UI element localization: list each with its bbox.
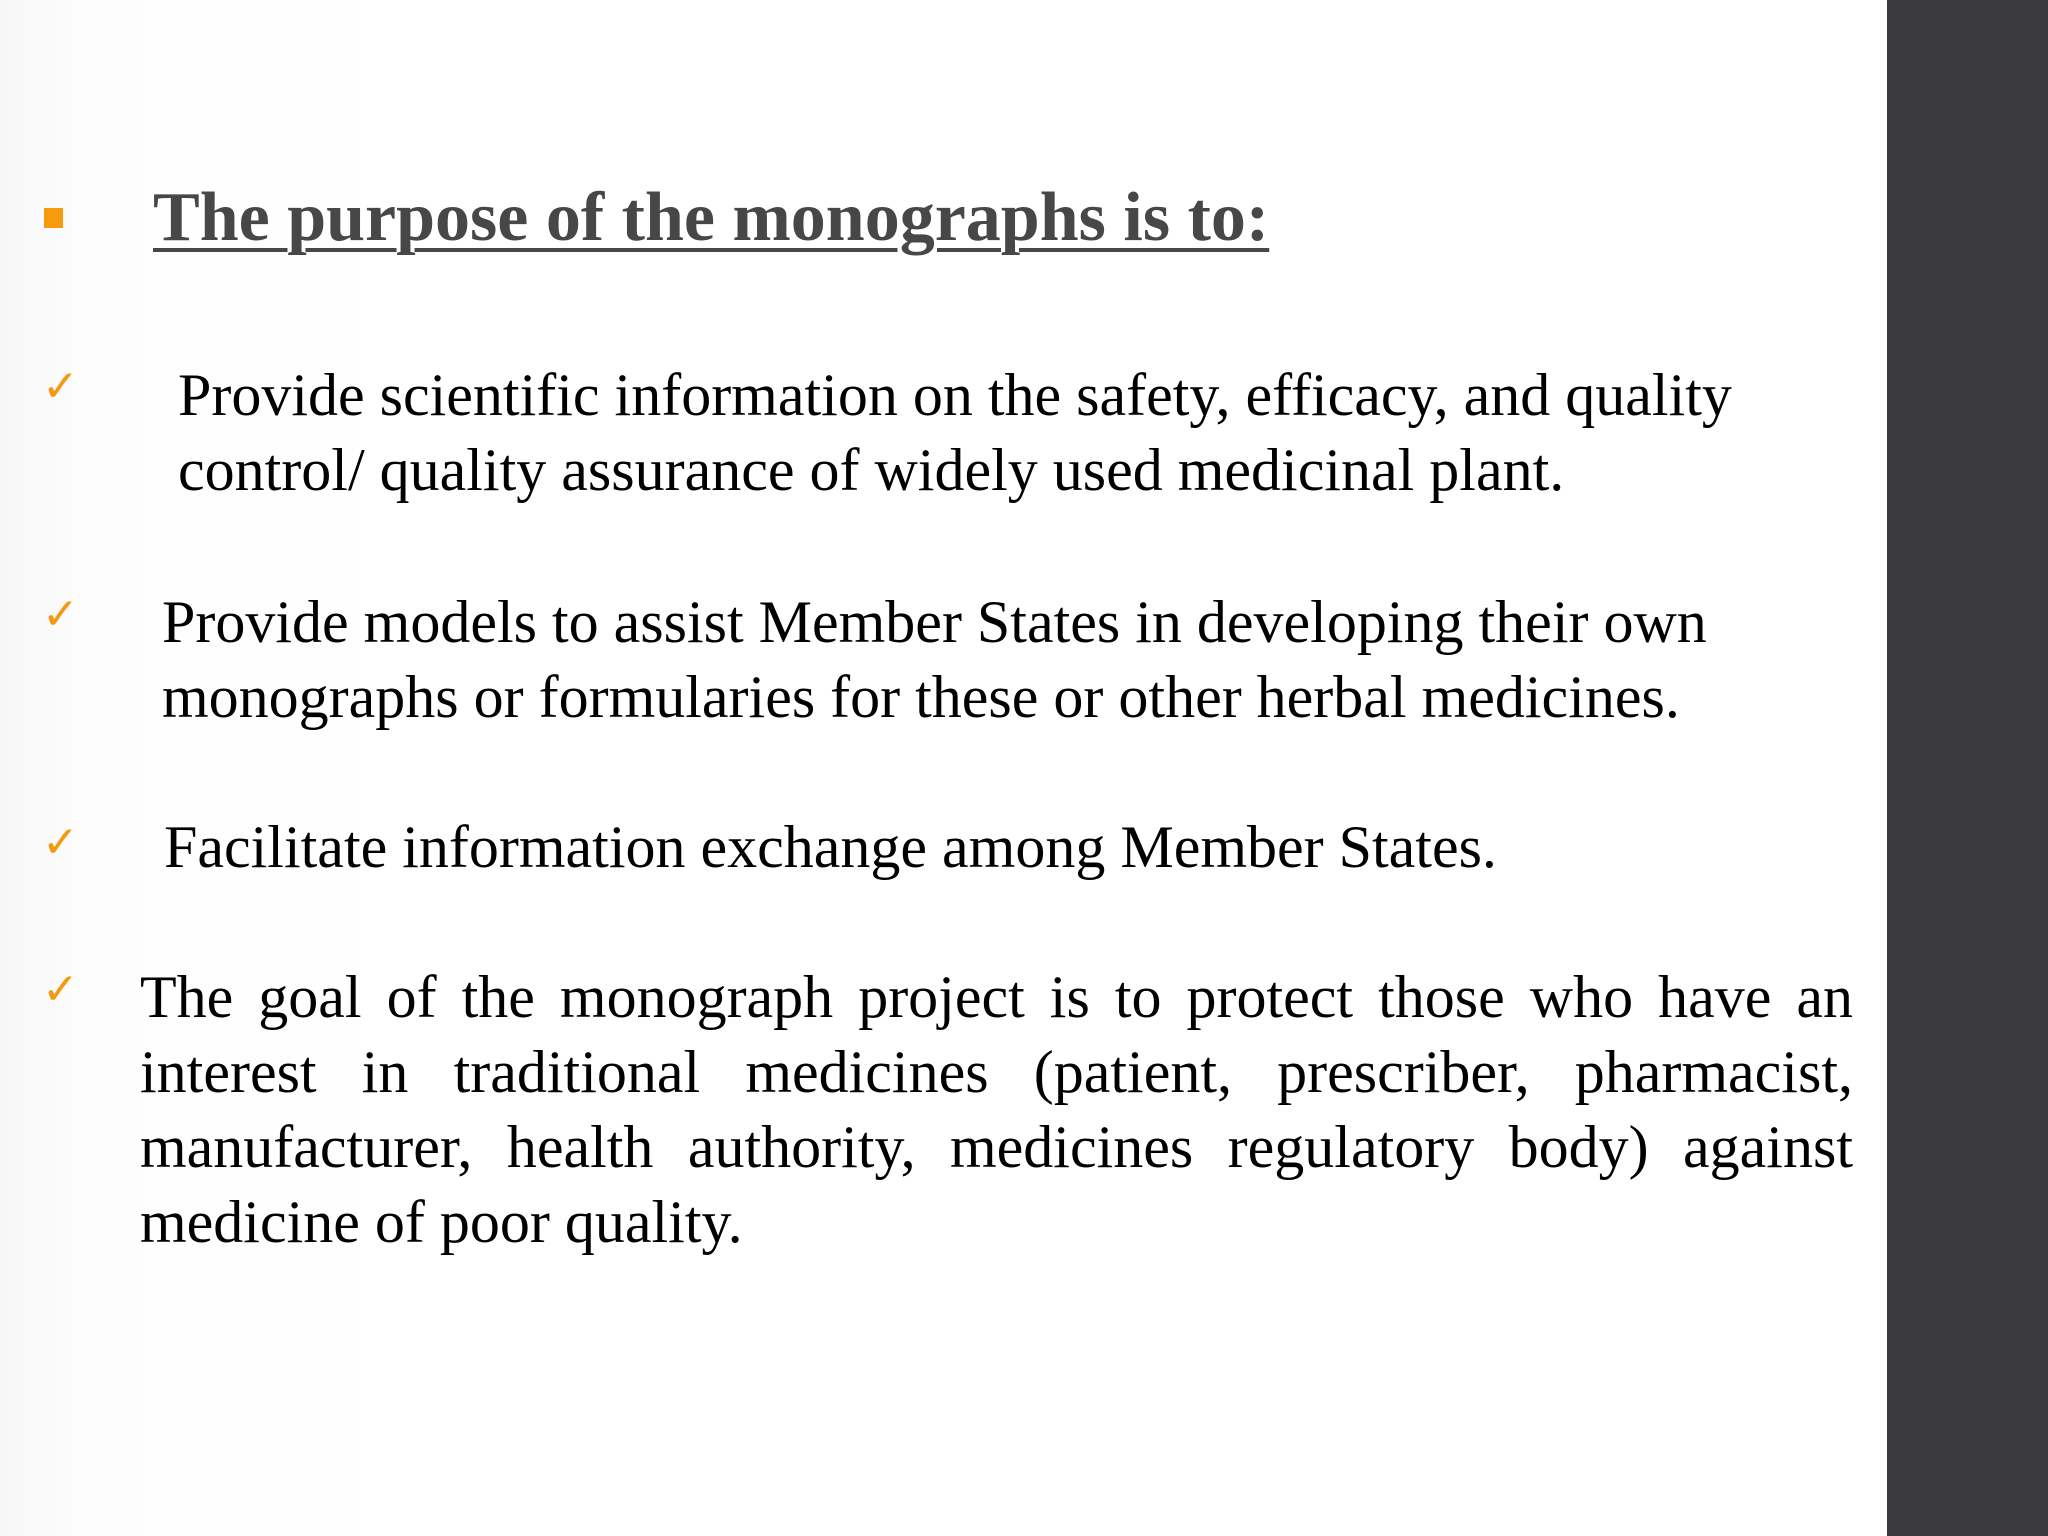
square-bullet-icon <box>44 208 63 228</box>
bullet-item-line: Facilitate information exchange among Member States. <box>164 814 1497 880</box>
bullet-item-line: The goal of the monograph project is to protect those who have an <box>140 964 1853 1030</box>
bullet-item <box>164 810 1497 885</box>
bullet-item-line: interest in traditional medicines (patient, prescriber, pharmacist, <box>140 1039 1853 1105</box>
checkmark-icon: ✓ <box>42 817 79 868</box>
bullet-item <box>162 585 1707 735</box>
bullet-item-line: Provide models to assist Member States in developing their own <box>162 589 1707 655</box>
bullet-item-line: Provide scientific information on the safety, efficacy, and quality <box>178 362 1732 428</box>
heading-row <box>0 178 1880 258</box>
bullet-item-line: control/ quality assurance of widely used medicinal plant. <box>178 437 1565 503</box>
side-bar <box>1887 0 2048 1536</box>
bullet-item-line: monographs or formularies for these or other herbal medicines. <box>162 664 1680 730</box>
checkmark-icon: ✓ <box>42 964 79 1015</box>
slide-heading: The purpose of the monographs is to: <box>153 179 1270 256</box>
bullet-item-line: manufacturer, health authority, medicines regulatory body) against <box>140 1114 1853 1180</box>
bullet-item-line: medicine of poor quality. <box>140 1189 743 1255</box>
bullet-item <box>178 358 1732 508</box>
bullet-item <box>140 960 1853 1260</box>
checkmark-icon: ✓ <box>42 361 79 412</box>
checkmark-icon: ✓ <box>42 589 79 640</box>
